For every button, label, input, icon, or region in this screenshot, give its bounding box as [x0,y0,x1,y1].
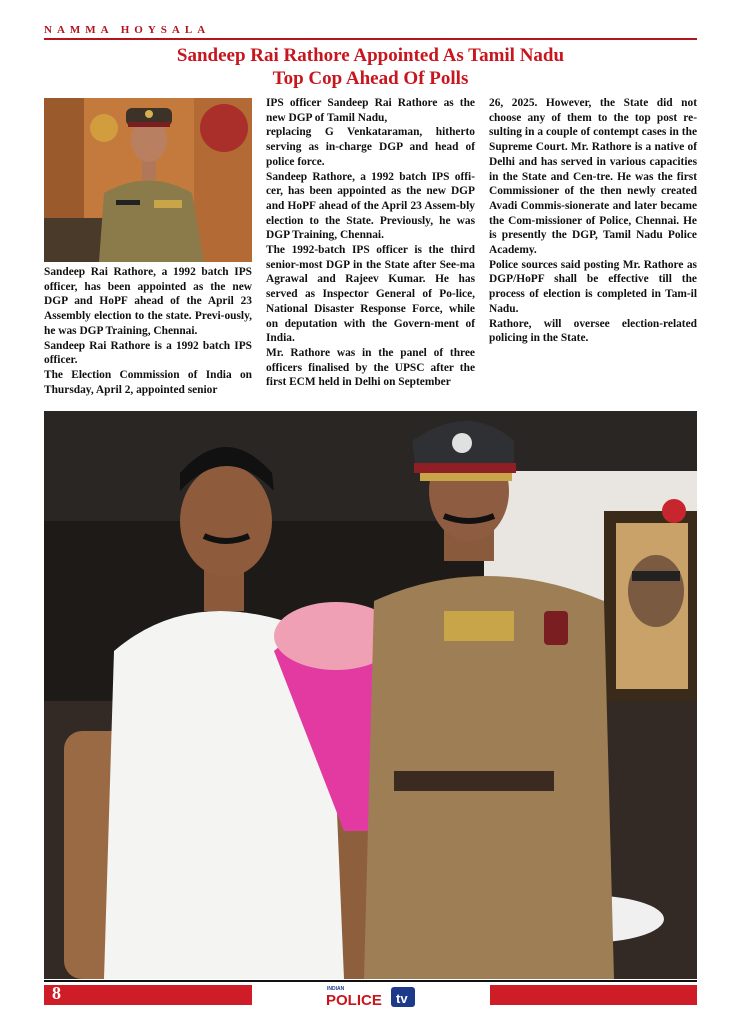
footer-rule [44,980,697,982]
paragraph: Sandeep Rai Rathore, a 1992 batch IPS officer, has been appointed as the new DGP and HoPF ahead of the April 23 Assembly election to the state. Previ-ously, he was DGP Training, Chennai. [44,266,252,337]
paragraph: Mr. Rathore was in the panel of three officers finalised by the UPSC after the first ECM held in Delhi on September [266,346,475,389]
paragraph: The Election Commission of India on Thursday, April 2, appointed senior [44,368,252,396]
article-column-1 [44,265,252,397]
article-column-2 [266,96,475,390]
page-number: 8 [52,983,61,1003]
meeting-photo [44,411,697,979]
top-rule [44,38,697,40]
masthead: NAMMA HOYSALA [44,24,211,36]
footer-left-bar [44,985,252,1005]
article-column-3 [489,96,697,346]
paragraph: Rathore, will oversee election-related policing in the State. [489,317,697,345]
paragraph: 26, 2025. However, the State did not choose any of them to the top post re-sulting in a couple of contempt cases in the Supreme Court. Mr. Rathore is a native of Delhi and has served in various capacities in the State and Cen-tre. He was the first Commissioner of the then newly created Avadi Commis-sionerate and later became the Com-missioner of Police, Chennai. He is presently the DGP, Tamil Nadu Police Academy. [489,97,697,257]
footer-right-bar [490,985,697,1005]
officer-portrait-photo [44,98,252,262]
headline-line-1: Sandeep Rai Rathore Appointed As Tamil Nadu [176,45,565,66]
paragraph: Police sources said posting Mr. Rathore as DGP/HoPF shall be effective till the process of election is completed in Tam-il Nadu. [489,258,697,315]
police-tv-logo [323,984,419,1010]
paragraph: IPS officer Sandeep Rai Rathore as the new DGP of Tamil Nadu, [266,97,475,124]
logo-tv-text: tv [396,991,408,1006]
paragraph: Sandeep Rathore, a 1992 batch IPS offi-cer, has been appointed as the new DGP and HoPF ahead of the April 23 Assem-bly election to the State. Previously, he was DGP Training, Chennai. [266,170,475,242]
paragraph: Sandeep Rai Rathore is a 1992 batch IPS officer. [44,339,252,367]
paragraph: The 1992-batch IPS officer is the third senior-most DGP in the State after See-ma Agrawal and Rajeev Kumar. He has served as Inspector General of Po-lice, National Disaster Response Force, while on deputation with the Govern-ment of India. [266,244,475,345]
logo-top-text: INDIAN [327,986,345,992]
paragraph: replacing G Venkataraman, hitherto serving as in-charge DGP and head of police force. [266,126,475,168]
headline-line-2: Top Cop Ahead Of Polls [272,68,469,89]
article-headline [44,44,697,90]
logo-main-text: POLICE [326,992,382,1009]
